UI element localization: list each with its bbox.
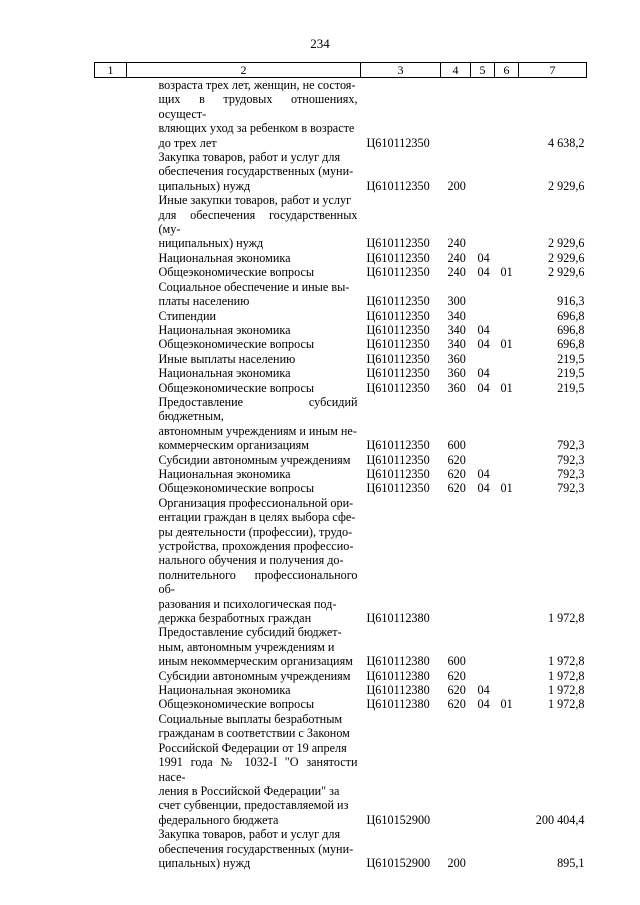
amount: 2 929,6 bbox=[547, 236, 585, 251]
amount: 1 972,8 bbox=[547, 654, 585, 669]
target-code: Ц610112350 bbox=[366, 178, 430, 193]
table-row bbox=[95, 697, 587, 711]
expense-type: 240 bbox=[447, 250, 466, 265]
subsection-code bbox=[495, 78, 519, 151]
section-code bbox=[471, 453, 495, 467]
expense-type: 340 bbox=[447, 322, 466, 337]
description-line: Национальная экономика bbox=[158, 683, 291, 698]
description-line: Общеэкономические вопросы bbox=[158, 337, 315, 352]
section-code: 04 bbox=[477, 697, 490, 712]
subsection-code bbox=[495, 467, 519, 481]
expense-type bbox=[441, 712, 471, 827]
description-line: Стипендии bbox=[158, 308, 217, 323]
amount: 1 972,8 bbox=[547, 668, 585, 683]
table-row bbox=[95, 251, 587, 265]
subsection-code: 01 bbox=[500, 337, 513, 352]
description-line: Общеэкономические вопросы bbox=[158, 697, 315, 712]
subsection-code bbox=[495, 827, 519, 870]
column-header: 1 bbox=[95, 63, 127, 78]
target-code: Ц610112380 bbox=[366, 611, 430, 626]
table-row bbox=[95, 467, 587, 481]
description-line: устройства, прохождения профессио- bbox=[158, 539, 354, 553]
subsection-code bbox=[495, 625, 519, 668]
amount: 895,1 bbox=[557, 855, 585, 870]
row-number-cell bbox=[95, 625, 127, 668]
amount: 792,3 bbox=[557, 466, 585, 481]
row-description bbox=[127, 78, 361, 151]
description-line: Закупка товаров, работ и услуг для bbox=[158, 150, 341, 165]
section-code: 04 bbox=[477, 380, 490, 395]
expense-type bbox=[441, 496, 471, 626]
description-line: полнительного профессионального об- bbox=[158, 567, 358, 597]
row-number-cell bbox=[95, 712, 127, 827]
amount: 200 404,4 bbox=[535, 812, 585, 827]
description-line: ентации граждан в целях выбора сфе- bbox=[158, 510, 356, 525]
expense-type: 360 bbox=[447, 380, 466, 395]
section-code: 04 bbox=[477, 337, 490, 352]
description-line: ципальных) нужд bbox=[158, 855, 251, 870]
target-code: Ц610112350 bbox=[366, 135, 430, 150]
description-line: разования и психологическая под- bbox=[158, 596, 337, 611]
section-code bbox=[471, 712, 495, 827]
amount: 219,5 bbox=[557, 366, 585, 381]
amount: 696,8 bbox=[557, 322, 585, 337]
row-description bbox=[127, 366, 361, 380]
row-number-cell bbox=[95, 467, 127, 481]
table-row bbox=[95, 625, 587, 668]
expense-type: 620 bbox=[447, 466, 466, 481]
amount: 2 929,6 bbox=[547, 178, 585, 193]
amount: 2 929,6 bbox=[547, 265, 585, 280]
table-row bbox=[95, 496, 587, 626]
target-code: Ц610112380 bbox=[366, 668, 430, 683]
description-line: Российской Федерации от 19 апреля bbox=[158, 740, 347, 755]
table-row bbox=[95, 395, 587, 453]
description-line: коммерческим организациям bbox=[158, 438, 309, 453]
section-code: 04 bbox=[477, 322, 490, 337]
description-line: ниципальных) нужд bbox=[158, 236, 264, 251]
subsection-code bbox=[495, 395, 519, 453]
subsection-code bbox=[495, 669, 519, 683]
amount: 792,3 bbox=[557, 481, 585, 496]
row-number-cell bbox=[95, 251, 127, 265]
row-description bbox=[127, 265, 361, 279]
description-line: федерального бюджета bbox=[158, 812, 279, 827]
section-code bbox=[471, 78, 495, 151]
row-number-cell bbox=[95, 78, 127, 151]
description-line: нального обучения и получения до- bbox=[158, 553, 344, 568]
table-row bbox=[95, 193, 587, 251]
table-row bbox=[95, 280, 587, 309]
table-row bbox=[95, 309, 587, 323]
row-number-cell bbox=[95, 453, 127, 467]
description-line: ры деятельности (профессии), трудо- bbox=[158, 524, 353, 539]
subsection-code bbox=[495, 193, 519, 251]
description-line: щих в трудовых отношениях, осущест- bbox=[158, 92, 358, 121]
row-number-cell bbox=[95, 309, 127, 323]
target-code: Ц610112380 bbox=[366, 697, 430, 712]
target-code: Ц610112350 bbox=[366, 452, 430, 467]
section-code bbox=[471, 827, 495, 870]
description-line: Иные выплаты населению bbox=[158, 351, 296, 366]
description-line: Национальная экономика bbox=[158, 250, 291, 265]
description-line: Организация профессиональной ори- bbox=[158, 495, 354, 510]
row-description bbox=[127, 280, 361, 309]
row-description bbox=[127, 827, 361, 870]
section-code bbox=[471, 496, 495, 626]
row-description bbox=[127, 251, 361, 265]
target-code: Ц610112380 bbox=[366, 683, 430, 698]
row-number-cell bbox=[95, 280, 127, 309]
page-number: 234 bbox=[310, 36, 330, 51]
target-code: Ц610112350 bbox=[366, 265, 430, 280]
amount: 2 929,6 bbox=[547, 250, 585, 265]
row-number-cell bbox=[95, 395, 127, 453]
table-row bbox=[95, 712, 587, 827]
description-line: Социальное обеспечение и иные вы- bbox=[158, 279, 350, 294]
expense-type: 620 bbox=[447, 452, 466, 467]
subsection-code bbox=[495, 280, 519, 309]
section-code bbox=[471, 150, 495, 193]
subsection-code bbox=[495, 453, 519, 467]
row-description bbox=[127, 337, 361, 351]
table-row bbox=[95, 150, 587, 193]
table-row bbox=[95, 323, 587, 337]
section-code: 04 bbox=[477, 466, 490, 481]
description-line: Иные закупки товаров, работ и услуг bbox=[158, 193, 352, 208]
amount: 792,3 bbox=[557, 452, 585, 467]
amount: 792,3 bbox=[557, 438, 585, 453]
expense-type: 240 bbox=[447, 236, 466, 251]
description-line: Национальная экономика bbox=[158, 366, 291, 381]
target-code: Ц610112350 bbox=[366, 236, 430, 251]
row-description bbox=[127, 697, 361, 711]
budget-table bbox=[94, 62, 587, 870]
column-header: 7 bbox=[519, 63, 587, 78]
amount: 1 972,8 bbox=[547, 611, 585, 626]
expense-type: 200 bbox=[447, 855, 466, 870]
row-number-cell bbox=[95, 193, 127, 251]
column-header: 3 bbox=[361, 63, 441, 78]
row-description bbox=[127, 467, 361, 481]
target-code: Ц610112350 bbox=[366, 380, 430, 395]
amount: 219,5 bbox=[557, 351, 585, 366]
row-number-cell bbox=[95, 496, 127, 626]
row-number-cell bbox=[95, 381, 127, 395]
subsection-code bbox=[495, 496, 519, 626]
section-code bbox=[471, 193, 495, 251]
row-number-cell bbox=[95, 337, 127, 351]
expense-type bbox=[441, 78, 471, 151]
row-number-cell bbox=[95, 265, 127, 279]
description-line: до трех лет bbox=[158, 135, 217, 150]
description-line: гражданам в соответствии с Законом bbox=[158, 726, 350, 741]
row-description bbox=[127, 381, 361, 395]
expense-type: 600 bbox=[447, 654, 466, 669]
description-line: иным некоммерческим организациям bbox=[158, 654, 353, 669]
amount: 1 972,8 bbox=[547, 683, 585, 698]
column-header: 6 bbox=[495, 63, 519, 78]
row-description bbox=[127, 481, 361, 495]
expense-type: 620 bbox=[447, 668, 466, 683]
table-row bbox=[95, 453, 587, 467]
row-description bbox=[127, 352, 361, 366]
description-line: ления в Российской Федерации" за bbox=[158, 783, 340, 798]
description-line: для обеспечения государственных (му- bbox=[158, 207, 358, 237]
section-code bbox=[471, 352, 495, 366]
expense-type: 240 bbox=[447, 265, 466, 280]
description-line: держка безработных граждан bbox=[158, 611, 312, 626]
description-line: 1991 года № 1032-I "О занятости насе- bbox=[158, 755, 358, 784]
description-line: обеспечения государственных (муни- bbox=[158, 841, 354, 856]
target-code: Ц610112350 bbox=[366, 366, 430, 381]
row-description bbox=[127, 669, 361, 683]
table-row bbox=[95, 669, 587, 683]
amount: 219,5 bbox=[557, 380, 585, 395]
expense-type: 200 bbox=[447, 178, 466, 193]
target-code: Ц610112350 bbox=[366, 466, 430, 481]
table-row bbox=[95, 381, 587, 395]
subsection-code: 01 bbox=[500, 697, 513, 712]
section-code: 04 bbox=[477, 265, 490, 280]
amount: 4 638,2 bbox=[547, 135, 585, 150]
description-line: Общеэкономические вопросы bbox=[158, 265, 315, 280]
section-code bbox=[471, 669, 495, 683]
table-body bbox=[95, 78, 587, 871]
description-line: обеспечения государственных (муни- bbox=[158, 164, 354, 179]
description-line: Предоставление субсидий бюджет- bbox=[158, 625, 342, 640]
subsection-code bbox=[495, 323, 519, 337]
subsection-code bbox=[495, 309, 519, 323]
table-row bbox=[95, 78, 587, 151]
subsection-code: 01 bbox=[500, 481, 513, 496]
description-line: ным, автономным учреждениям и bbox=[158, 639, 335, 654]
expense-type: 600 bbox=[447, 438, 466, 453]
table-row bbox=[95, 481, 587, 495]
subsection-code bbox=[495, 712, 519, 827]
table-row bbox=[95, 352, 587, 366]
table-row bbox=[95, 265, 587, 279]
subsection-code bbox=[495, 251, 519, 265]
subsection-code bbox=[495, 150, 519, 193]
row-description bbox=[127, 683, 361, 697]
row-number-cell bbox=[95, 366, 127, 380]
row-number-cell bbox=[95, 827, 127, 870]
row-description bbox=[127, 395, 361, 453]
table-row bbox=[95, 366, 587, 380]
target-code: Ц610112350 bbox=[366, 308, 430, 323]
row-description bbox=[127, 323, 361, 337]
section-code bbox=[471, 395, 495, 453]
expense-type: 360 bbox=[447, 351, 466, 366]
row-number-cell bbox=[95, 150, 127, 193]
description-line: Общеэкономические вопросы bbox=[158, 380, 315, 395]
amount: 696,8 bbox=[557, 308, 585, 323]
description-line: вляющих уход за ребенком в возрасте bbox=[158, 121, 355, 136]
description-line: Социальные выплаты безработным bbox=[158, 711, 343, 726]
description-line: ципальных) нужд bbox=[158, 178, 251, 193]
amount: 1 972,8 bbox=[547, 697, 585, 712]
subsection-code bbox=[495, 683, 519, 697]
description-line: Национальная экономика bbox=[158, 322, 291, 337]
subsection-code: 01 bbox=[500, 380, 513, 395]
description-line: Субсидии автономным учреждениям bbox=[158, 452, 351, 467]
target-code: Ц610112350 bbox=[366, 322, 430, 337]
target-code: Ц610112380 bbox=[366, 654, 430, 669]
section-code bbox=[471, 280, 495, 309]
row-description bbox=[127, 150, 361, 193]
row-number-cell bbox=[95, 697, 127, 711]
amount: 696,8 bbox=[557, 337, 585, 352]
description-line: Национальная экономика bbox=[158, 466, 291, 481]
row-description bbox=[127, 309, 361, 323]
column-header-row bbox=[95, 63, 587, 78]
row-description bbox=[127, 453, 361, 467]
expense-type: 620 bbox=[447, 683, 466, 698]
description-line: счет субвенции, предоставляемой из bbox=[158, 798, 349, 813]
section-code bbox=[471, 625, 495, 668]
row-description bbox=[127, 712, 361, 827]
section-code: 04 bbox=[477, 366, 490, 381]
target-code: Ц610112350 bbox=[366, 250, 430, 265]
description-line: автономным учреждениям и иным не- bbox=[158, 423, 357, 438]
row-description bbox=[127, 193, 361, 251]
row-number-cell bbox=[95, 669, 127, 683]
subsection-code: 01 bbox=[500, 265, 513, 280]
expense-type: 360 bbox=[447, 366, 466, 381]
expense-type: 620 bbox=[447, 697, 466, 712]
description-line: Субсидии автономным учреждениям bbox=[158, 668, 351, 683]
amount: 916,3 bbox=[557, 294, 585, 309]
column-header: 5 bbox=[471, 63, 495, 78]
row-number-cell bbox=[95, 683, 127, 697]
target-code: Ц610152900 bbox=[366, 855, 431, 870]
table-row bbox=[95, 337, 587, 351]
description-line: возраста трех лет, женщин, не состоя- bbox=[158, 78, 356, 92]
table-row bbox=[95, 683, 587, 697]
target-code: Ц610112350 bbox=[366, 294, 430, 309]
row-number-cell bbox=[95, 323, 127, 337]
subsection-code bbox=[495, 352, 519, 366]
description-line: Предоставление субсидий бюджетным, bbox=[158, 394, 358, 424]
column-header: 2 bbox=[127, 63, 361, 78]
section-code: 04 bbox=[477, 250, 490, 265]
expense-type: 620 bbox=[447, 481, 466, 496]
target-code: Ц610112350 bbox=[366, 438, 430, 453]
row-number-cell bbox=[95, 481, 127, 495]
section-code: 04 bbox=[477, 481, 490, 496]
expense-type: 300 bbox=[447, 294, 466, 309]
description-line: Общеэкономические вопросы bbox=[158, 481, 315, 496]
section-code bbox=[471, 309, 495, 323]
row-description bbox=[127, 625, 361, 668]
target-code: Ц610112350 bbox=[366, 337, 430, 352]
row-description bbox=[127, 496, 361, 626]
section-code: 04 bbox=[477, 683, 490, 698]
table-row bbox=[95, 827, 587, 870]
column-header: 4 bbox=[441, 63, 471, 78]
row-number-cell bbox=[95, 352, 127, 366]
expense-type: 340 bbox=[447, 308, 466, 323]
target-code: Ц610112350 bbox=[366, 351, 430, 366]
subsection-code bbox=[495, 366, 519, 380]
expense-type: 340 bbox=[447, 337, 466, 352]
description-line: платы населению bbox=[158, 294, 250, 309]
target-code: Ц610112350 bbox=[366, 481, 430, 496]
description-line: Закупка товаров, работ и услуг для bbox=[158, 827, 341, 842]
target-code: Ц610152900 bbox=[366, 812, 431, 827]
